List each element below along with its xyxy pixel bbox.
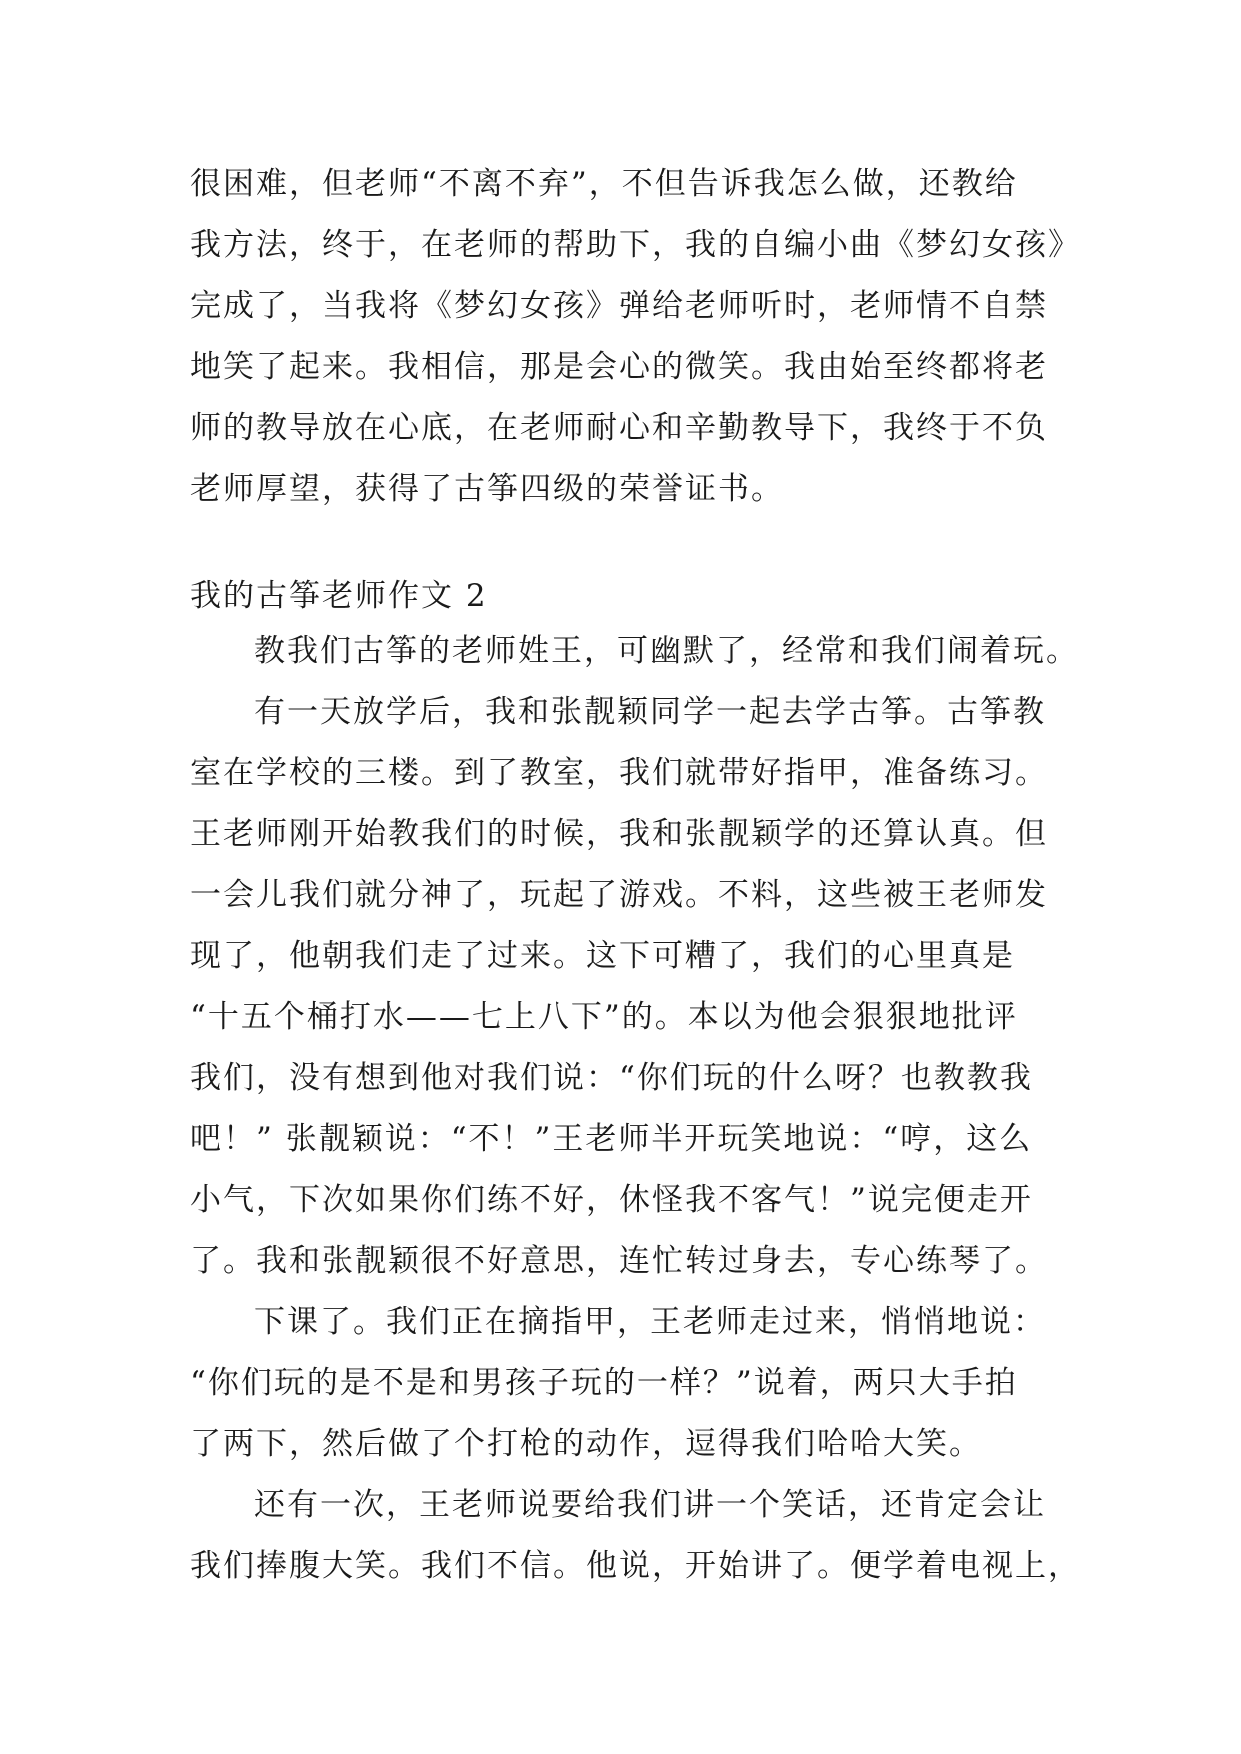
paragraph-first-line: 还有一次，王老师说要给我们讲一个笑话，还肯定会让 <box>254 1487 1046 1523</box>
text-line: 地笑了起来。我相信，那是会心的微笑。我由始至终都将老 <box>190 349 1048 385</box>
paragraph-first-line: 教我们古筝的老师姓王，可幽默了，经常和我们闹着玩。 <box>254 633 1079 669</box>
text-line: 了两下，然后做了个打枪的动作，逗得我们哈哈大笑。 <box>190 1426 982 1462</box>
text-line: 师的教导放在心底，在老师耐心和辛勤教导下，我终于不负 <box>190 410 1048 446</box>
text-line: 王老师刚开始教我们的时候，我和张靓颖学的还算认真。但 <box>190 816 1048 852</box>
text-line: 我们，没有想到他对我们说：“你们玩的什么呀？也教教我 <box>190 1060 1033 1096</box>
text-line: 我们捧腹大笑。我们不信。他说，开始讲了。便学着电视上， <box>190 1548 1081 1584</box>
paragraph-first-line: 有一天放学后，我和张靓颖同学一起去学古筝。古筝教 <box>254 694 1046 730</box>
intro-paragraph <box>190 154 1081 520</box>
section-title: 我的古筝老师作文 2 <box>190 578 488 614</box>
text-line: 现了，他朝我们走了过来。这下可糟了，我们的心里真是 <box>190 938 1015 974</box>
paragraph-first-line: 下课了。我们正在摘指甲，王老师走过来，悄悄地说： <box>254 1304 1046 1340</box>
text-line: 老师厚望，获得了古筝四级的荣誉证书。 <box>190 471 784 507</box>
text-line: 完成了，当我将《梦幻女孩》弹给老师听时，老师情不自禁 <box>190 288 1048 324</box>
text-line: “十五个桶打水——七上八下”的。本以为他会狠狠地批评 <box>190 999 1018 1035</box>
text-line: 很困难，但老师“不离不弃”，不但告诉我怎么做，还教给 <box>190 166 1018 202</box>
text-line: “你们玩的是不是和男孩子玩的一样？”说着，两只大手拍 <box>190 1365 1018 1401</box>
text-line: 我方法，终于，在老师的帮助下，我的自编小曲《梦幻女孩》 <box>190 227 1081 263</box>
text-line: 吧！” 张靓颖说：“不！”王老师半开玩笑地说：“哼，这么 <box>190 1121 1033 1157</box>
text-line: 一会儿我们就分神了，玩起了游戏。不料，这些被王老师发 <box>190 877 1048 913</box>
essay-body <box>190 621 1081 1597</box>
text-line: 了。我和张靓颖很不好意思，连忙转过身去，专心练琴了。 <box>190 1243 1048 1279</box>
text-line: 小气，下次如果你们练不好，休怪我不客气！”说完便走开 <box>190 1182 1033 1218</box>
text-line: 室在学校的三楼。到了教室，我们就带好指甲，准备练习。 <box>190 755 1048 791</box>
